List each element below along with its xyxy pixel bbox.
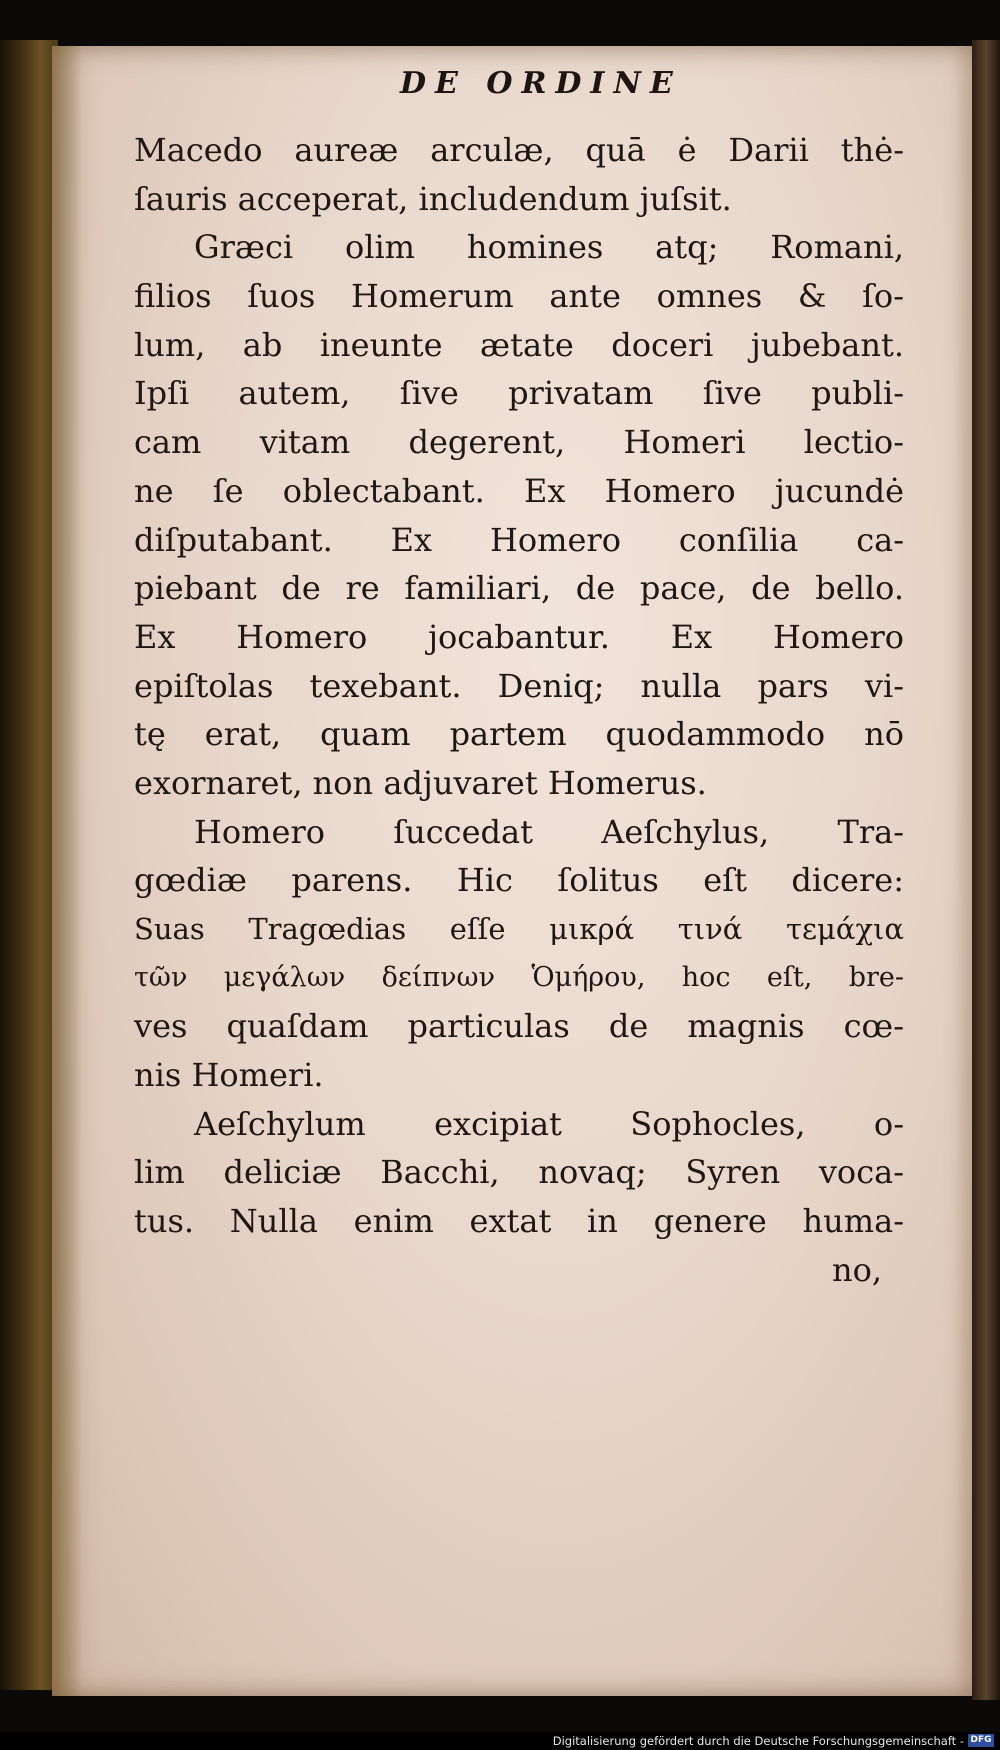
text-line: exornaret, non adjuvaret Homerus. — [134, 763, 707, 802]
text-block — [134, 126, 904, 1295]
text-line: lim deliciæ Bacchi, novaq; Syren voca- — [134, 1153, 904, 1192]
catchword: no, — [831, 1250, 882, 1289]
page-gutter-shadow — [52, 46, 82, 1696]
digitization-credit: Digitalisierung gefördert durch die Deutsche Forschungsgemeinschaft - — [552, 1734, 964, 1748]
text-line: diſputabant. Ex Homero conſilia ca- — [134, 520, 904, 559]
text-line: Græci olim homines atq; Romani, — [194, 228, 904, 267]
text-line: piebant de re familiari, de pace, de bello. — [134, 569, 904, 608]
text-line: Ipſi autem, ſive privatam ſive publi- — [134, 374, 904, 413]
book-right-edge — [972, 40, 1000, 1700]
text-line: filios ſuos Homerum ante omnes & ſo- — [134, 277, 904, 316]
text-line: ves quaſdam particulas de magnis cœ- — [134, 1007, 904, 1046]
text-line: ſauris acceperat, includendum juſsit. — [134, 179, 732, 218]
text-line: nis Homeri. — [134, 1056, 324, 1095]
text-line: tus. Nulla enim extat in genere huma- — [134, 1202, 904, 1241]
book-left-edge — [0, 40, 58, 1690]
text-line: ne ſe oblectabant. Ex Homero jucundė — [134, 471, 904, 510]
text-line: lum, ab ineunte ætate doceri jubebant. — [134, 325, 904, 364]
text-line: Macedo aureæ arculæ, quā ė Darii thė- — [134, 131, 904, 169]
dfg-logo: DFG — [968, 1734, 994, 1747]
running-head: DE ORDINE — [400, 66, 682, 101]
text-line: cam vitam degerent, Homeri lectio- — [134, 423, 904, 462]
text-line: tę erat, quam partem quodammodo nō — [134, 715, 904, 754]
text-line: Aeſchylum excipiat Sophocles, o- — [194, 1104, 904, 1143]
text-line: Suas Tragœdias eſſe μικρά τινά τεμάχια — [134, 912, 904, 946]
text-line: Ex Homero jocabantur. Ex Homero — [134, 617, 904, 656]
text-line: epiſtolas texebant. Deniq; nulla pars vi- — [134, 666, 904, 705]
text-line: gœdiæ parens. Hic ſolitus eſt dicere: — [134, 861, 904, 900]
text-line: τῶν μεγάλων δείπνων Ὁμήρου, hoc eſt, bre- — [134, 961, 904, 993]
text-line: Homero ſuccedat Aeſchylus, Tra- — [194, 812, 904, 851]
